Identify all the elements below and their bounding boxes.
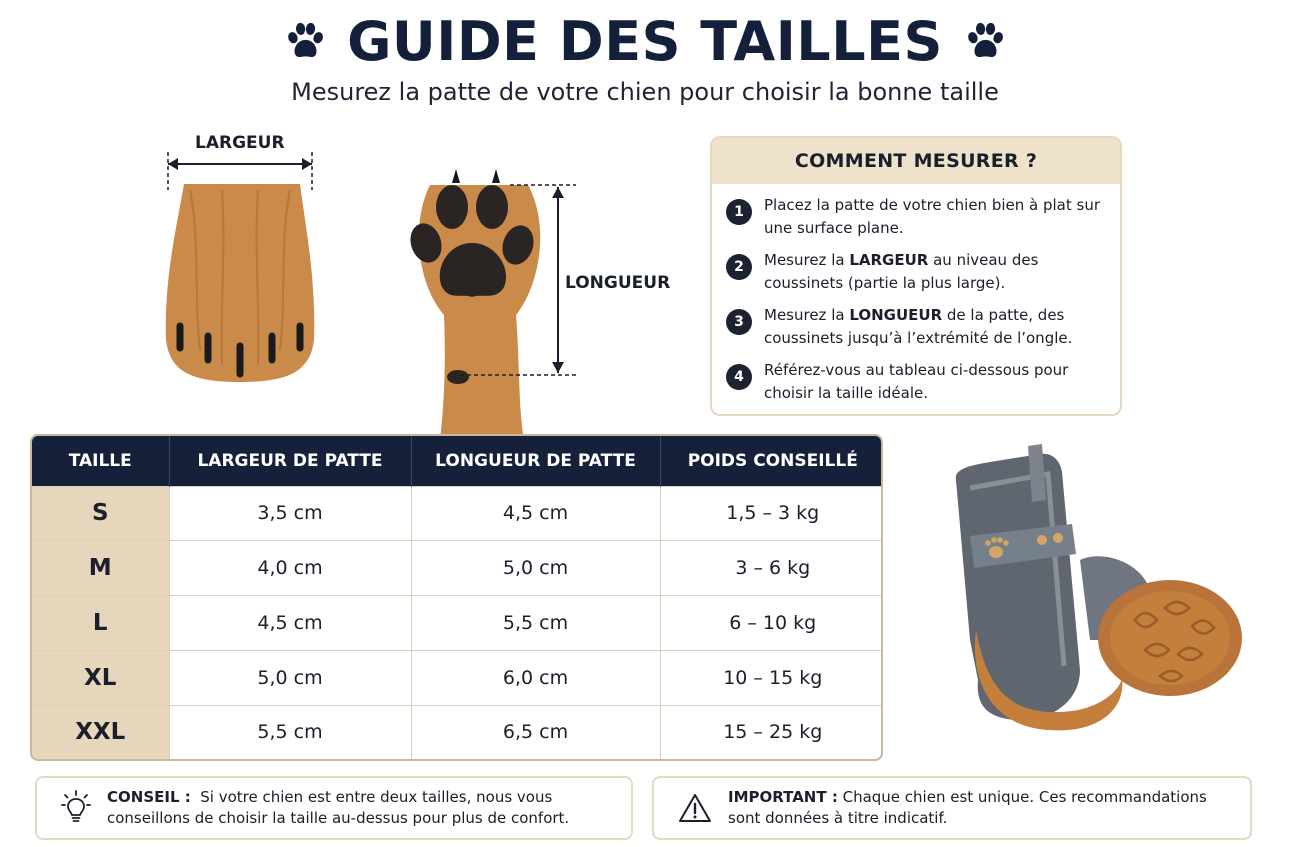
table-row xyxy=(32,705,883,759)
width-cell: 4,0 cm xyxy=(169,541,411,596)
paw-icon xyxy=(283,19,327,63)
tip-text: CONSEIL : Si votre chien est entre deux tailles, nous vous conseillons de choisir la taille au-dessus pour plus de confort. xyxy=(107,788,570,827)
column-header: LONGUEUR DE PATTE xyxy=(411,436,660,486)
width-cell: 5,5 cm xyxy=(169,705,411,759)
steps-list xyxy=(712,184,1120,414)
step-text: Mesurez la LARGEUR au niveau des coussinets (partie la plus large). xyxy=(764,251,1039,292)
step-number: 1 xyxy=(726,199,752,225)
width-cell: 5,0 cm xyxy=(169,650,411,705)
page-title: GUIDE DES TAILLES xyxy=(347,9,943,73)
width-label: LARGEUR xyxy=(195,133,285,153)
step-4 xyxy=(726,359,1106,414)
weight-cell: 10 – 15 kg xyxy=(660,650,883,705)
weight-cell: 15 – 25 kg xyxy=(660,705,883,759)
step-text: Référez-vous au tableau ci-dessous pour choisir la taille idéale. xyxy=(764,361,1069,402)
column-header: LARGEUR DE PATTE xyxy=(169,436,411,486)
column-header: TAILLE xyxy=(32,436,169,486)
paw-icon xyxy=(963,19,1007,63)
table-row xyxy=(32,650,883,705)
tip-note xyxy=(35,776,633,840)
size-cell: S xyxy=(32,486,169,541)
width-cell: 3,5 cm xyxy=(169,486,411,541)
size-cell: M xyxy=(32,541,169,596)
table-row xyxy=(32,596,883,651)
size-cell: XL xyxy=(32,650,169,705)
important-text: IMPORTANT : Chaque chien est unique. Ces recommandations sont données à titre indicatif. xyxy=(728,788,1207,827)
how-to-measure-panel xyxy=(710,136,1122,416)
page-subtitle: Mesurez la patte de votre chien pour choisir la bonne taille xyxy=(291,78,999,106)
size-table xyxy=(30,434,883,761)
weight-cell: 6 – 10 kg xyxy=(660,596,883,651)
size-cell: XXL xyxy=(32,705,169,759)
length-cell: 6,0 cm xyxy=(411,650,660,705)
title-row xyxy=(0,8,1290,74)
step-2 xyxy=(726,249,1106,304)
length-cell: 5,5 cm xyxy=(411,596,660,651)
table-header-row xyxy=(32,436,883,486)
length-cell: 5,0 cm xyxy=(411,541,660,596)
length-cell: 4,5 cm xyxy=(411,486,660,541)
length-cell: 6,5 cm xyxy=(411,705,660,759)
step-number: 2 xyxy=(726,254,752,280)
weight-cell: 3 – 6 kg xyxy=(660,541,883,596)
step-number: 4 xyxy=(726,364,752,390)
step-number: 3 xyxy=(726,309,752,335)
dog-boots-image xyxy=(930,440,1260,740)
how-to-measure-title: COMMENT MESURER ? xyxy=(712,138,1120,184)
dog-paw-bottom-image xyxy=(400,165,580,440)
step-1 xyxy=(726,194,1106,249)
step-text: Mesurez la LONGUEUR de la patte, des coussinets jusqu’à l’extrémité de l’ongle. xyxy=(764,306,1073,347)
size-cell: L xyxy=(32,596,169,651)
width-cell: 4,5 cm xyxy=(169,596,411,651)
step-3 xyxy=(726,304,1106,359)
step-text: Placez la patte de votre chien bien à plat sur une surface plane. xyxy=(764,196,1101,237)
table-row xyxy=(32,541,883,596)
column-header: POIDS CONSEILLÉ xyxy=(660,436,883,486)
dog-paw-top-image xyxy=(160,150,320,410)
length-label: LONGUEUR xyxy=(565,273,671,293)
table-row xyxy=(32,486,883,541)
important-note xyxy=(652,776,1252,840)
lightbulb-icon xyxy=(61,790,91,826)
weight-cell: 1,5 – 3 kg xyxy=(660,486,883,541)
warning-icon xyxy=(678,793,712,823)
